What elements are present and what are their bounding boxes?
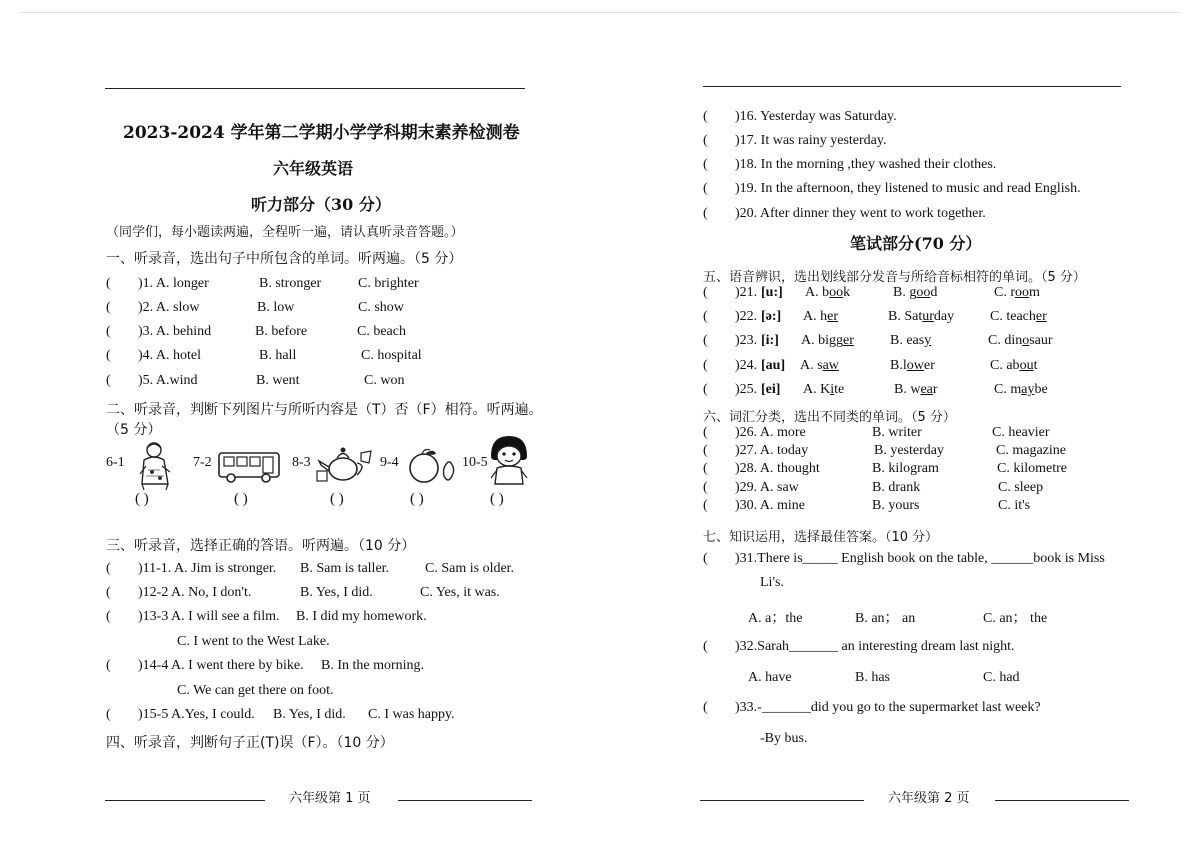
question-number: )22.: [735, 309, 758, 324]
question-number: )21.: [735, 285, 758, 300]
page-footer-2: 六年级第 2 页: [888, 791, 970, 806]
question-stem-cont: -By bus.: [760, 731, 808, 746]
option-c: C. about: [990, 358, 1038, 373]
option-a: A. saw: [800, 358, 839, 373]
answer-paren: (: [703, 285, 708, 300]
section-6-heading: 六、词汇分类，选出不同类的单词。（5 分）: [703, 410, 956, 425]
phonetic-symbol: [i:]: [761, 333, 779, 348]
option-a: )14-4 A. I went there by bike.: [138, 658, 304, 673]
statement: )16. Yesterday was Saturday.: [735, 109, 897, 124]
option-c: C. We can get there on foot.: [177, 683, 334, 698]
section-5-heading: 五、语音辨识，选出划线部分发音与所给音标相符的单词。（5 分）: [703, 270, 1086, 285]
answer-paren: (: [703, 133, 708, 148]
option-a: A. her: [803, 309, 839, 324]
phonetic-symbol: [au]: [761, 358, 786, 373]
statement: )18. In the morning ,they washed their clothes.: [735, 157, 997, 172]
pic-label-7: 7-2: [193, 455, 212, 470]
option-a: )13-3 A. I will see a film.: [138, 609, 280, 624]
option-a: A. bigger: [801, 333, 854, 348]
option-c: C. show: [358, 300, 404, 315]
child-painting-icon: [130, 440, 180, 492]
option-a: )4. A. hotel: [138, 348, 201, 363]
option-b: B.lower: [890, 358, 935, 373]
option-a: )12-2 A. No, I don't.: [138, 585, 252, 600]
pic-label-9: 9-4: [380, 455, 399, 470]
answer-paren: (: [106, 373, 111, 388]
question-stem-cont: Li's.: [760, 575, 784, 590]
written-heading: 笔试部分(70 分）: [850, 234, 982, 253]
option-a: )28. A. thought: [735, 461, 820, 476]
answer-paren: (: [106, 561, 111, 576]
exam-title: 2023-2024 学年第二学期小学学科期末素养检测卷: [123, 123, 520, 143]
section-4-heading: 四、听录音，判断句子正(T)误（F）。（10 分）: [106, 735, 394, 751]
option-a: A. have: [748, 670, 792, 685]
option-a: )11-1. A. Jim is stronger.: [138, 561, 277, 576]
answer-paren: (: [703, 480, 708, 495]
answer-paren-8: ( ): [330, 491, 344, 507]
option-b: B. hall: [259, 348, 297, 363]
section-2-heading: 二、听录音，判断下列图片与所听内容是（T）否（F）相符。听两遍。: [106, 402, 543, 418]
question-stem: )31.There is_____ English book on the table, ______book is Miss: [735, 551, 1105, 566]
section-7-heading: 七、知识运用，选择最佳答案。（10 分）: [703, 530, 939, 545]
option-a: A. Kite: [803, 382, 845, 397]
question-stem: )32.Sarah_______ an interesting dream last night.: [735, 639, 1015, 654]
option-b: B. Yes, I did.: [273, 707, 346, 722]
answer-paren: (: [106, 276, 111, 291]
option-b: B. has: [855, 670, 890, 685]
option-b: B. Sam is taller.: [300, 561, 390, 576]
option-a: )5. A.wind: [138, 373, 198, 388]
option-b: B. stronger: [259, 276, 322, 291]
option-c: C. kilometre: [997, 461, 1067, 476]
option-a: )1. A. longer: [138, 276, 209, 291]
answer-paren: (: [106, 585, 111, 600]
footer-rule-right-b: [995, 800, 1129, 801]
option-c: C. Sam is older.: [425, 561, 515, 576]
option-b: B. yesterday: [874, 443, 944, 458]
option-c: C. I went to the West Lake.: [177, 634, 330, 649]
answer-paren: (: [703, 443, 708, 458]
scan-edge: [20, 12, 1180, 13]
answer-paren: (: [106, 300, 111, 315]
answer-paren: (: [703, 461, 708, 476]
option-c: C. I was happy.: [368, 707, 455, 722]
option-c: C. it's: [998, 498, 1031, 513]
section-1-heading: 一、听录音，选出句子中所包含的单词。听两遍。（5 分）: [106, 251, 463, 267]
orange-pear-icon: [404, 444, 460, 486]
option-c: C. had: [983, 670, 1020, 685]
answer-paren: (: [106, 707, 111, 722]
option-c: C. Yes, it was.: [420, 585, 500, 600]
option-b: B. an； an: [855, 611, 916, 626]
answer-paren-6: ( ): [135, 491, 149, 507]
option-b: B. kilogram: [872, 461, 939, 476]
answer-paren: (: [106, 658, 111, 673]
answer-paren: (: [703, 309, 708, 324]
footer-rule-right-a: [700, 800, 864, 801]
question-number: )25.: [735, 382, 758, 397]
answer-paren: (: [703, 181, 708, 196]
answer-paren: (: [106, 348, 111, 363]
answer-paren: (: [703, 109, 708, 124]
option-a: )29. A. saw: [735, 480, 799, 495]
option-b: B. drank: [872, 480, 921, 495]
answer-paren: (: [703, 551, 708, 566]
answer-paren: (: [703, 157, 708, 172]
bus-icon: [216, 449, 284, 485]
option-a: )27. A. today: [735, 443, 809, 458]
option-c: C. teacher: [990, 309, 1047, 324]
option-b: B. Yes, I did.: [300, 585, 373, 600]
section-3-heading: 三、听录音，选择正确的答语。听两遍。（10 分）: [106, 538, 416, 554]
pic-label-10: 10-5: [462, 455, 488, 470]
option-b: B. easy: [890, 333, 932, 348]
option-c: C. room: [994, 285, 1040, 300]
option-b: B. yours: [872, 498, 920, 513]
grade-subject: 六年级英语: [273, 159, 354, 178]
answer-paren: (: [703, 700, 708, 715]
question-number: )23.: [735, 333, 758, 348]
answer-paren: (: [703, 425, 708, 440]
statement: )20. After dinner they went to work together.: [735, 206, 986, 221]
answer-paren: (: [703, 333, 708, 348]
option-a: )15-5 A.Yes, I could.: [138, 707, 255, 722]
answer-paren: (: [703, 206, 708, 221]
teapot-icon: [315, 441, 375, 485]
option-c: C. magazine: [996, 443, 1066, 458]
option-a: )2. A. slow: [138, 300, 200, 315]
section-2-score: （5 分）: [106, 422, 162, 438]
answer-paren-7: ( ): [234, 491, 248, 507]
statement: )17. It was rainy yesterday.: [735, 133, 887, 148]
option-c: C. brighter: [358, 276, 419, 291]
phonetic-symbol: [ei]: [761, 382, 781, 397]
option-c: C. maybe: [994, 382, 1048, 397]
option-a: )26. A. more: [735, 425, 806, 440]
statement: )19. In the afternoon, they listened to music and read English.: [735, 181, 1081, 196]
instructions: （同学们，每小题读两遍，全程听一遍，请认真听录音答题。）: [106, 225, 464, 240]
option-c: C. sleep: [998, 480, 1044, 495]
answer-paren: (: [703, 498, 708, 513]
answer-paren-10: ( ): [490, 491, 504, 507]
answer-paren: (: [703, 358, 708, 373]
option-a: )3. A. behind: [138, 324, 212, 339]
question-stem: )33.-_______did you go to the supermarket last week?: [735, 700, 1041, 715]
option-b: B. went: [256, 373, 300, 388]
option-c: C. hospital: [361, 348, 422, 363]
option-c: C. beach: [357, 324, 406, 339]
option-c: C. heavier: [992, 425, 1050, 440]
answer-paren: (: [106, 324, 111, 339]
answer-paren: (: [703, 382, 708, 397]
option-b: B. low: [257, 300, 295, 315]
page-footer-1: 六年级第 1 页: [289, 791, 371, 806]
phonetic-symbol: [u:]: [761, 285, 783, 300]
footer-rule-left-a: [105, 800, 265, 801]
option-b: B. good: [893, 285, 938, 300]
girl-icon: [487, 434, 531, 490]
option-c: C. dinosaur: [988, 333, 1053, 348]
listening-heading: 听力部分（30 分）: [251, 195, 391, 214]
option-b: B. writer: [872, 425, 922, 440]
question-number: )24.: [735, 358, 758, 373]
header-rule-left: [105, 88, 525, 89]
answer-paren-9: ( ): [410, 491, 424, 507]
option-b: B. I did my homework.: [296, 609, 427, 624]
pic-label-8: 8-3: [292, 455, 311, 470]
answer-paren: (: [106, 609, 111, 624]
answer-paren: (: [703, 639, 708, 654]
option-b: B. before: [255, 324, 308, 339]
option-a: )30. A. mine: [735, 498, 805, 513]
header-rule-right: [703, 86, 1121, 87]
pic-label-6: 6-1: [106, 455, 125, 470]
phonetic-symbol: [ə:]: [761, 309, 782, 324]
option-c: C. an； the: [983, 611, 1048, 626]
option-a: A. book: [805, 285, 851, 300]
option-b: B. Saturday: [888, 309, 955, 324]
option-c: C. won: [364, 373, 405, 388]
option-a: A. a；the: [748, 611, 803, 626]
footer-rule-left-b: [398, 800, 532, 801]
option-b: B. In the morning.: [321, 658, 425, 673]
option-b: B. wear: [894, 382, 938, 397]
